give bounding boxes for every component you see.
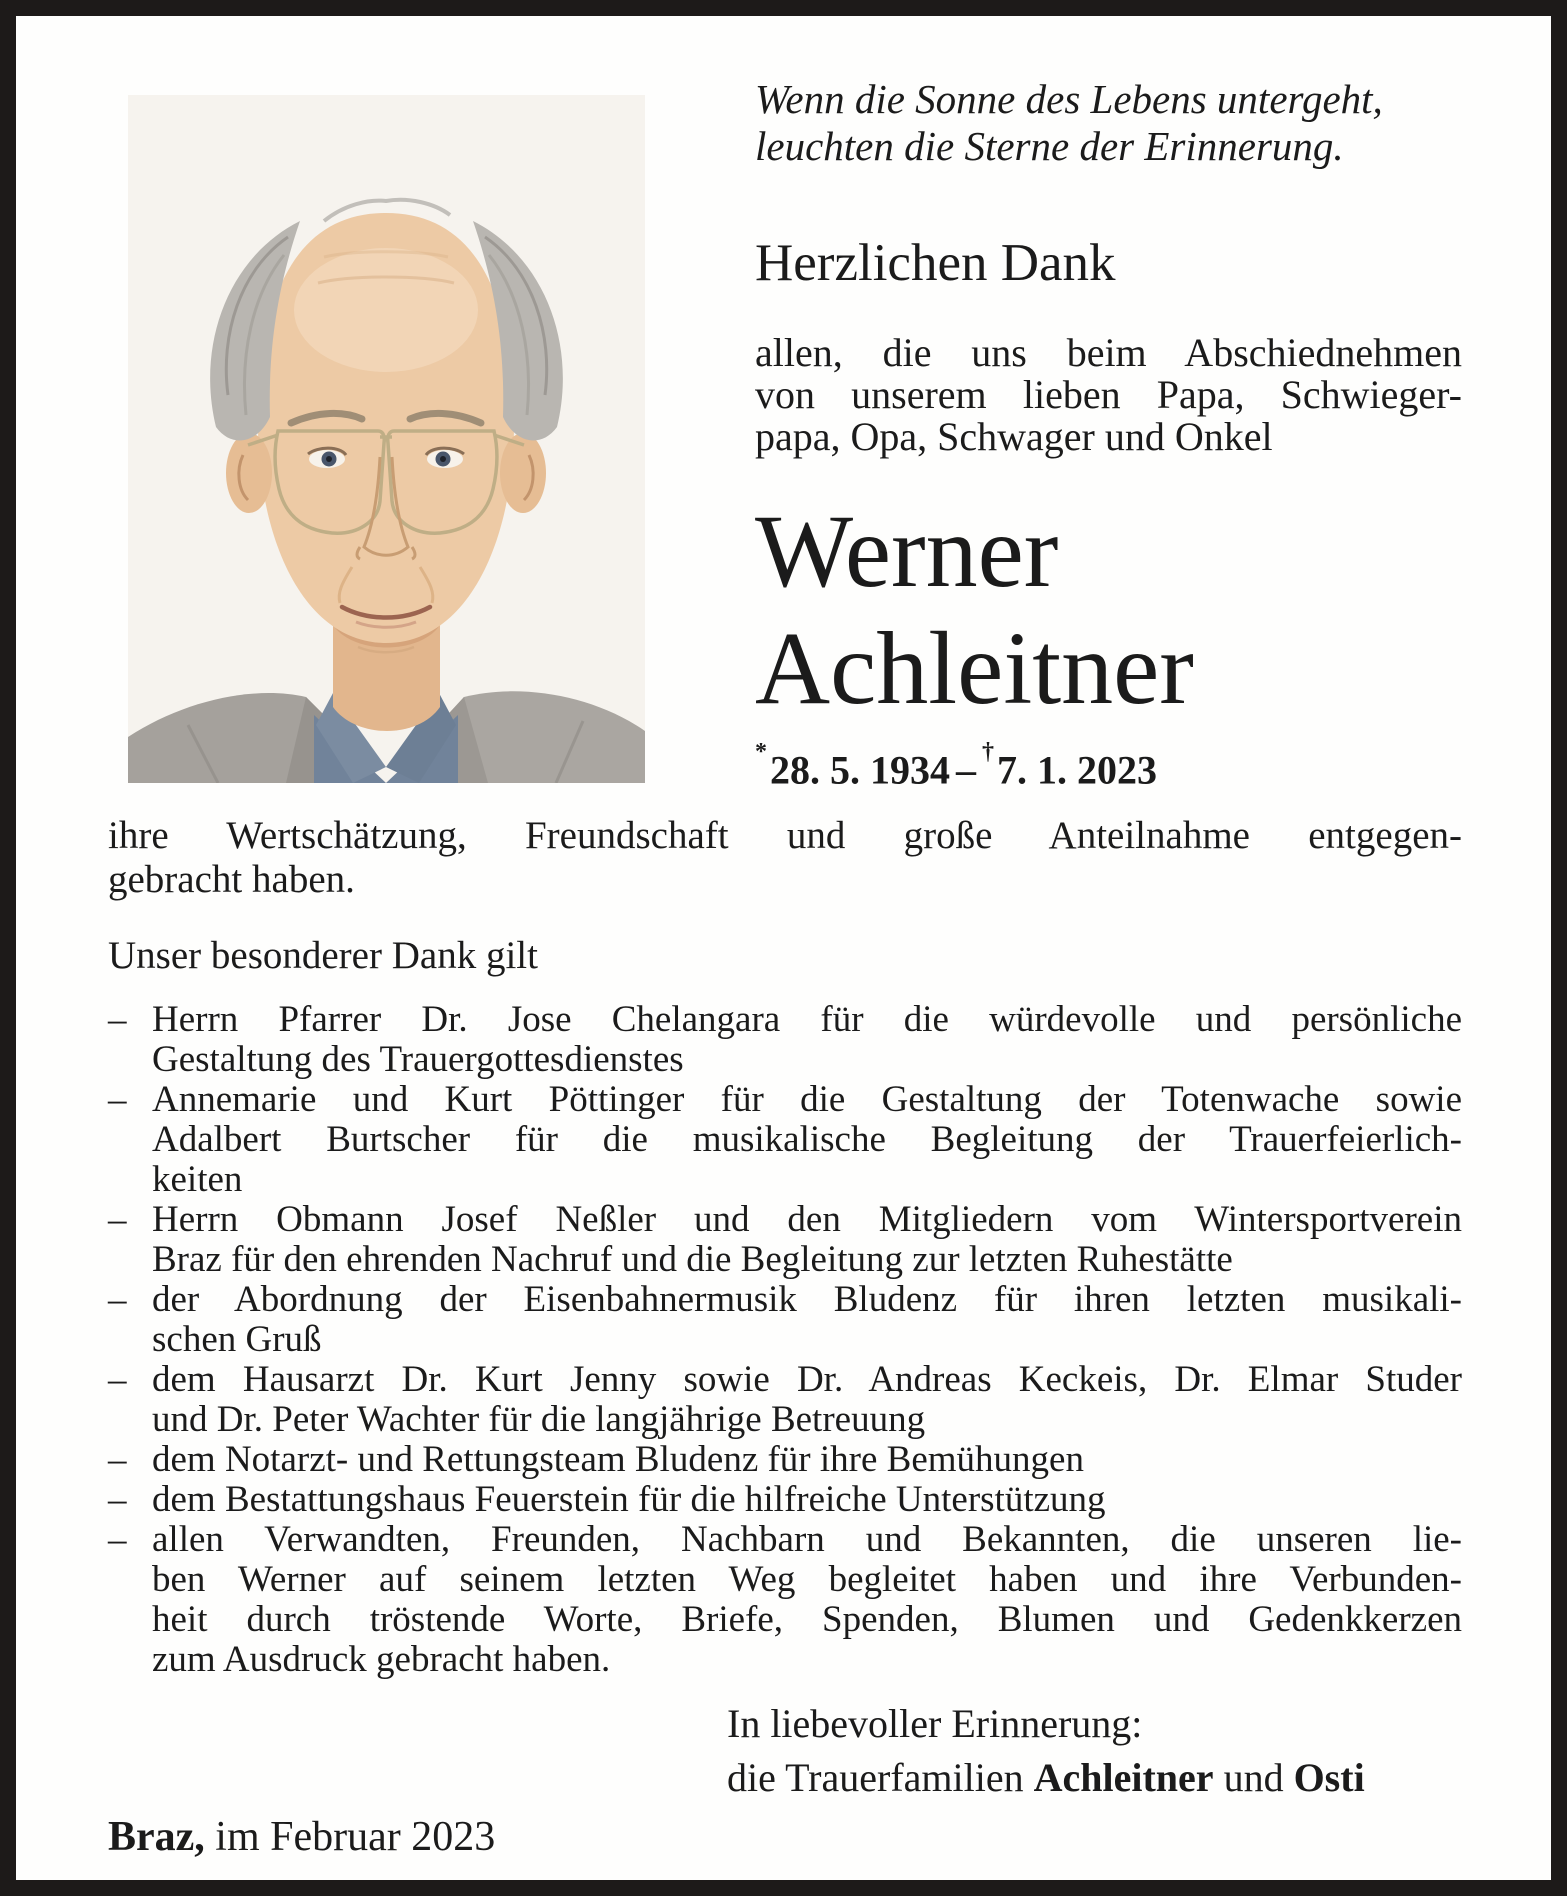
list-line: dem Notarzt- und Rettungsteam Bludenz für ihre Bemühungen bbox=[152, 1439, 1084, 1480]
list-line: dem Hausarzt Dr. Kurt Jenny sowie Dr. Andreas Keckeis, Dr. Elmar Studer bbox=[152, 1359, 1462, 1400]
obituary-page bbox=[16, 16, 1551, 1880]
list-item bbox=[108, 1480, 1462, 1520]
list-dash-marker: – bbox=[108, 1479, 127, 1520]
gratitude-line: gebracht haben. bbox=[108, 858, 355, 901]
death-date: 7. 1. 2023 bbox=[997, 747, 1157, 793]
list-item bbox=[108, 1440, 1462, 1480]
portrait-illustration bbox=[128, 95, 645, 783]
list-line: allen Verwandten, Freunden, Nachbarn und Bekannten, die unseren lie- bbox=[152, 1519, 1462, 1560]
list-item bbox=[108, 1080, 1462, 1200]
list-line: keiten bbox=[152, 1159, 243, 1200]
special-thanks-heading: Unser besonderer Dank gilt bbox=[108, 934, 538, 977]
page-title: Herzlichen Dank bbox=[755, 234, 1116, 292]
list-line: Herrn Pfarrer Dr. Jose Chelangara für die würdevolle und persönliche bbox=[152, 999, 1462, 1040]
list-line: schen Gruß bbox=[152, 1319, 322, 1360]
intro-line: allen, die uns beim Abschiednehmen bbox=[755, 330, 1462, 375]
quote-line: Wenn die Sonne des Lebens untergeht, bbox=[755, 76, 1383, 122]
death-symbol: † bbox=[982, 739, 994, 765]
list-dash-marker: – bbox=[108, 999, 127, 1040]
list-dash-marker: – bbox=[108, 1519, 127, 1560]
list-line: ben Werner auf seinem letzten Weg begleitet haben und ihre Verbunden- bbox=[152, 1559, 1462, 1600]
deceased-first-name: Werner bbox=[755, 494, 1059, 609]
place-name: Braz, bbox=[108, 1814, 205, 1860]
list-dash-marker: – bbox=[108, 1279, 127, 1320]
portrait-photo bbox=[128, 95, 645, 783]
deceased-last-name: Achleitner bbox=[755, 611, 1194, 726]
list-line: zum Ausdruck gebracht haben. bbox=[152, 1639, 611, 1680]
face bbox=[258, 213, 514, 643]
intro-paragraph bbox=[755, 332, 1462, 458]
list-item bbox=[108, 1360, 1462, 1440]
deceased-name bbox=[755, 493, 1475, 727]
memorial-quote bbox=[755, 76, 1462, 170]
thanks-list bbox=[108, 1000, 1462, 1680]
closing-block bbox=[727, 1702, 1467, 1800]
list-line: Annemarie und Kurt Pöttinger für die Gestaltung der Totenwache sowie bbox=[152, 1079, 1462, 1120]
list-dash-marker: – bbox=[108, 1439, 127, 1480]
list-dash-marker: – bbox=[108, 1359, 127, 1400]
quote-line: leuchten die Sterne der Erinnerung. bbox=[755, 123, 1344, 169]
gratitude-line: ihre Wertschätzung, Freundschaft und große Anteilnahme entgegen- bbox=[108, 814, 1462, 857]
date-separator: – bbox=[956, 747, 976, 793]
family-name: Achleitner bbox=[1033, 1755, 1214, 1800]
life-dates bbox=[755, 740, 1462, 792]
list-dash-marker: – bbox=[108, 1199, 127, 1240]
list-item bbox=[108, 1280, 1462, 1360]
list-item bbox=[108, 1520, 1462, 1680]
place-date-line bbox=[108, 1814, 1008, 1860]
intro-line: von unserem lieben Papa, Schwieger- bbox=[755, 372, 1462, 417]
list-line: Gestaltung des Trauergottesdienstes bbox=[152, 1039, 684, 1080]
list-item bbox=[108, 1200, 1462, 1280]
birth-date: 28. 5. 1934 bbox=[770, 747, 950, 793]
list-line: Braz für den ehrenden Nachruf und die Begleitung zur letzten Ruhestätte bbox=[152, 1239, 1233, 1280]
closing-conjunction: und bbox=[1223, 1755, 1284, 1800]
closing-prefix: die Trauerfamilien bbox=[727, 1755, 1024, 1800]
list-line: Adalbert Burtscher für die musikalische Begleitung der Trauerfeierlich- bbox=[152, 1119, 1462, 1160]
intro-line: papa, Opa, Schwager und Onkel bbox=[755, 414, 1273, 459]
list-line: dem Bestattungshaus Feuerstein für die hilfreiche Unterstützung bbox=[152, 1479, 1106, 1520]
gratitude-paragraph bbox=[108, 814, 1462, 902]
list-line: Herrn Obmann Josef Neßler und den Mitgliedern vom Wintersportverein bbox=[152, 1199, 1462, 1240]
list-line: der Abordnung der Eisenbahnermusik Bludenz für ihren letzten musikali- bbox=[152, 1279, 1462, 1320]
list-item bbox=[108, 1000, 1462, 1080]
list-dash-marker: – bbox=[108, 1079, 127, 1120]
closing-line: In liebevoller Erinnerung: bbox=[727, 1701, 1143, 1746]
family-name: Osti bbox=[1293, 1755, 1365, 1800]
birth-symbol: * bbox=[755, 739, 767, 765]
list-line: heit durch tröstende Worte, Briefe, Spenden, Blumen und Gedenkkerzen bbox=[152, 1599, 1462, 1640]
list-line: und Dr. Peter Wachter für die langjährige Betreuung bbox=[152, 1399, 926, 1440]
closing-families-line bbox=[727, 1756, 1467, 1800]
date-text: im Februar 2023 bbox=[215, 1814, 496, 1860]
